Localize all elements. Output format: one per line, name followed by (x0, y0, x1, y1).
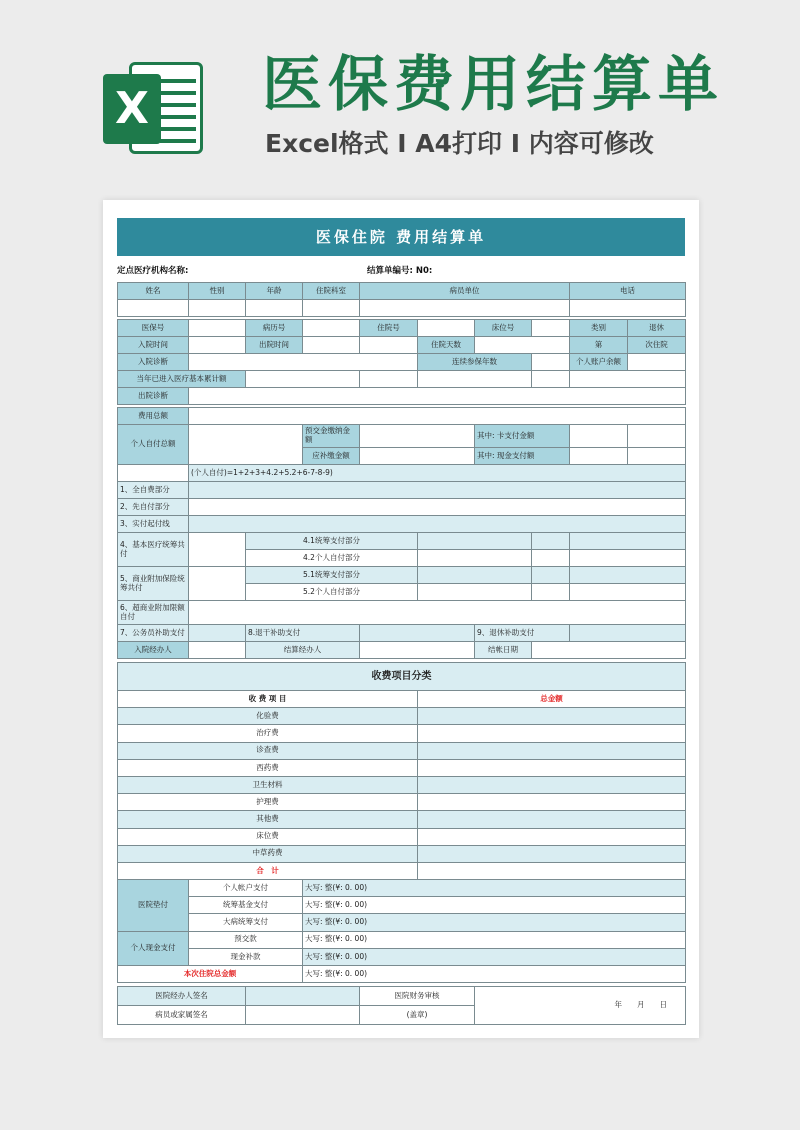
col-department: 住院科室 (303, 283, 360, 300)
fee-row (118, 828, 686, 845)
item51-row (118, 567, 686, 584)
admission-count-prefix: 第 (570, 337, 628, 354)
year-total-row (118, 371, 686, 388)
handler-sign-label: 医院经办人签名 (118, 987, 246, 1006)
fee-amount-cell[interactable] (418, 811, 686, 828)
fee-total-cell[interactable] (189, 408, 686, 425)
name-cell[interactable] (118, 300, 189, 317)
self-pay-total-cell[interactable] (189, 425, 303, 465)
info-table (117, 282, 686, 659)
gender-cell[interactable] (189, 300, 246, 317)
fee-amount-cell[interactable] (418, 742, 686, 759)
item42-cell[interactable] (418, 550, 532, 567)
payment-amount[interactable]: 大写: 整(¥: 0. 00) (303, 897, 686, 914)
admit-diagnosis-cell[interactable] (189, 354, 418, 371)
fee-row (118, 725, 686, 742)
phone-cell[interactable] (570, 300, 686, 317)
record-no-label: 病历号 (246, 320, 303, 337)
fee-item-label: 其他费 (118, 811, 418, 828)
years-paid-cell[interactable] (532, 354, 570, 371)
item9-label: 9、退休补助支付 (475, 625, 570, 642)
supplement-cell[interactable] (360, 448, 475, 465)
institution-label: 定点医疗机构名称: (117, 266, 189, 276)
patient-row (118, 300, 686, 317)
blank-cell (360, 337, 418, 354)
item52-label: 5.2个人自付部分 (246, 584, 418, 601)
finance-review-label: 医院财务审核 (360, 987, 475, 1006)
fee-amount-cell[interactable] (418, 794, 686, 811)
item3-row (118, 516, 686, 533)
fee-row (118, 776, 686, 793)
record-no-cell[interactable] (303, 320, 360, 337)
payment-amount[interactable]: 大写: 整(¥: 0. 00) (303, 880, 686, 897)
fee-item-label: 西药费 (118, 759, 418, 776)
fee-item-label: 治疗费 (118, 725, 418, 742)
item41-label: 4.1统筹支付部分 (246, 533, 418, 550)
fee-amount-cell[interactable] (418, 725, 686, 742)
item51-label: 5.1统筹支付部分 (246, 567, 418, 584)
discharge-diagnosis-row (118, 388, 686, 405)
payment-item-label: 个人帐户支付 (189, 880, 303, 897)
bed-no-cell[interactable] (532, 320, 570, 337)
fee-row (118, 811, 686, 828)
item8-label: 8.退干补助支付 (246, 625, 360, 642)
cash-pay-cell[interactable] (570, 448, 628, 465)
sign-date[interactable]: 年 月 日 (475, 987, 686, 1025)
supplement-label: 应补缴金额 (303, 448, 360, 465)
year-total-cell[interactable] (246, 371, 360, 388)
payment-item-label: 统筹基金支付 (189, 897, 303, 914)
payment-amount[interactable]: 大写: 整(¥: 0. 00) (303, 948, 686, 965)
card-pay-cell[interactable] (570, 425, 628, 448)
excel-icon: X (103, 58, 203, 158)
fee-item-label: 诊查费 (118, 742, 418, 759)
header-row (118, 283, 686, 300)
patient-sign-cell[interactable] (246, 1006, 360, 1025)
fee-row (118, 742, 686, 759)
diagnosis-row (118, 354, 686, 371)
settlement-sheet (117, 218, 685, 1025)
fee-sum-cell[interactable] (418, 862, 686, 879)
item9-cell[interactable] (570, 625, 686, 642)
item7-cell[interactable] (189, 625, 246, 642)
item2-cell[interactable] (189, 499, 686, 516)
handler-row (118, 642, 686, 659)
item1-row (118, 482, 686, 499)
admission-handler-label: 入院经办人 (118, 642, 189, 659)
time-row (118, 337, 686, 354)
fee-row (118, 759, 686, 776)
fee-item-label: 护理费 (118, 794, 418, 811)
bed-no-label: 床位号 (475, 320, 532, 337)
item51-cell[interactable] (418, 567, 532, 584)
fee-row (118, 845, 686, 862)
hospital-pay-label: 医院垫付 (118, 880, 189, 932)
stay-days-cell[interactable] (475, 337, 570, 354)
item1-cell[interactable] (189, 482, 686, 499)
formula-text: (个人自付)=1+2+3+4.2+5.2+6-7-8-9) (189, 465, 686, 482)
sign-table (117, 986, 686, 1025)
prepay-row (118, 425, 686, 448)
settle-date-label: 结帐日期 (475, 642, 532, 659)
item6-cell[interactable] (189, 601, 686, 625)
work-unit-cell[interactable] (360, 300, 570, 317)
item789-row (118, 625, 686, 642)
settlement-handler-label: 结算经办人 (246, 642, 360, 659)
fee-amount-cell[interactable] (418, 759, 686, 776)
fee-sum-label: 合 计 (118, 862, 418, 879)
fee-item-header: 收 费 项 目 (118, 691, 418, 708)
cash-pay-label: 其中: 现金支付额 (475, 448, 570, 465)
item2-label: 2、先自付部分 (118, 499, 189, 516)
banner (0, 0, 800, 195)
seal-label: (盖章) (360, 1006, 475, 1025)
document-page (103, 200, 699, 1038)
item6-row (118, 601, 686, 625)
discharge-time-label: 出院时间 (246, 337, 303, 354)
retired-label: 退休 (628, 320, 686, 337)
self-pay-total-label: 个人自付总额 (118, 425, 189, 465)
discharge-diagnosis-label: 出院诊断 (118, 388, 189, 405)
fee-amount-cell[interactable] (418, 776, 686, 793)
settle-date-cell[interactable] (532, 642, 686, 659)
sheet-meta (117, 256, 685, 282)
item3-label: 3、实付起付线 (118, 516, 189, 533)
settlement-handler-cell[interactable] (360, 642, 475, 659)
item1-label: 1、全自费部分 (118, 482, 189, 499)
payment-item-label: 预交款 (189, 931, 303, 948)
item6-label: 6、超商业附加限额自付 (118, 601, 189, 625)
item41-cell[interactable] (418, 533, 532, 550)
banner-title: 医保费用结算单 (262, 50, 724, 120)
admission-count-suffix: 次住院 (628, 337, 686, 354)
admission-no-label: 住院号 (360, 320, 418, 337)
formula-row (118, 465, 686, 482)
insurance-no-cell[interactable] (189, 320, 246, 337)
years-paid-label: 连续参保年数 (418, 354, 532, 371)
admission-handler-cell[interactable] (189, 642, 246, 659)
personal-balance-cell[interactable] (628, 354, 686, 371)
fee-item-label: 卫生材料 (118, 776, 418, 793)
col-phone: 电话 (570, 283, 686, 300)
item42-label: 4.2个人自付部分 (246, 550, 418, 567)
item4-label: 4、基本医疗统筹共付 (118, 533, 189, 567)
stay-days-label: 住院天数 (418, 337, 475, 354)
col-gender: 性别 (189, 283, 246, 300)
fee-amount-cell[interactable] (418, 828, 686, 845)
banner-subtitle: Excel格式 I A4打印 I 内容可修改 (265, 129, 654, 158)
age-cell[interactable] (246, 300, 303, 317)
admit-diagnosis-label: 入院诊断 (118, 354, 189, 371)
admission-no-cell[interactable] (418, 320, 475, 337)
prepay-cell[interactable] (360, 425, 475, 448)
prepay-label: 预交金缴纳金额 (303, 425, 360, 448)
admit-time-cell[interactable] (189, 337, 246, 354)
fee-table (117, 662, 686, 983)
fee-item-label: 床位费 (118, 828, 418, 845)
col-age: 年龄 (246, 283, 303, 300)
admit-time-label: 入院时间 (118, 337, 189, 354)
grand-total-label: 本次住院总金额 (118, 966, 303, 983)
grand-total-row (118, 966, 686, 983)
fee-item-label: 中草药费 (118, 845, 418, 862)
fee-amount-cell[interactable] (418, 845, 686, 862)
category-label: 类别 (570, 320, 628, 337)
item5-label: 5、商业附加保险统筹共付 (118, 567, 189, 601)
fee-row (118, 708, 686, 725)
fee-total-header: 总金额 (418, 691, 686, 708)
fee-sum-row (118, 862, 686, 879)
department-cell[interactable] (303, 300, 360, 317)
fee-row (118, 794, 686, 811)
patient-sign-label: 病员或家属签名 (118, 1006, 246, 1025)
item41-row (118, 533, 686, 550)
sheet-title: 医保住院 费用结算单 (117, 218, 685, 256)
fee-section-title: 收费项目分类 (118, 663, 686, 691)
personal-cash-label: 个人现金支付 (118, 931, 189, 965)
fee-total-label: 费用总额 (118, 408, 189, 425)
payment-amount[interactable]: 大写: 整(¥: 0. 00) (303, 914, 686, 931)
grand-total-amount[interactable]: 大写: 整(¥: 0. 00) (303, 966, 686, 983)
col-name: 姓名 (118, 283, 189, 300)
payment-amount[interactable]: 大写: 整(¥: 0. 00) (303, 931, 686, 948)
card-pay-label: 其中: 卡支付金额 (475, 425, 570, 448)
fee-item-label: 化验费 (118, 708, 418, 725)
payment-item-label: 现金补款 (189, 948, 303, 965)
year-total-label: 当年已进入医疗基本累计额 (118, 371, 246, 388)
bill-number-label: 结算单编号: N0: (367, 266, 433, 276)
fee-amount-cell[interactable] (418, 708, 686, 725)
fee-total-row (118, 408, 686, 425)
handler-sign-cell[interactable] (246, 987, 360, 1006)
personal-balance-label: 个人账户余额 (570, 354, 628, 371)
discharge-time-cell[interactable] (303, 337, 360, 354)
ids-row (118, 320, 686, 337)
item8-cell[interactable] (360, 625, 475, 642)
insurance-no-label: 医保号 (118, 320, 189, 337)
item2-row (118, 499, 686, 516)
discharge-diagnosis-cell[interactable] (189, 388, 686, 405)
item52-cell[interactable] (418, 584, 532, 601)
item7-label: 7、公务员补助支付 (118, 625, 189, 642)
payment-item-label: 大病统筹支付 (189, 914, 303, 931)
col-work-unit: 病员单位 (360, 283, 570, 300)
item3-cell[interactable] (189, 516, 686, 533)
